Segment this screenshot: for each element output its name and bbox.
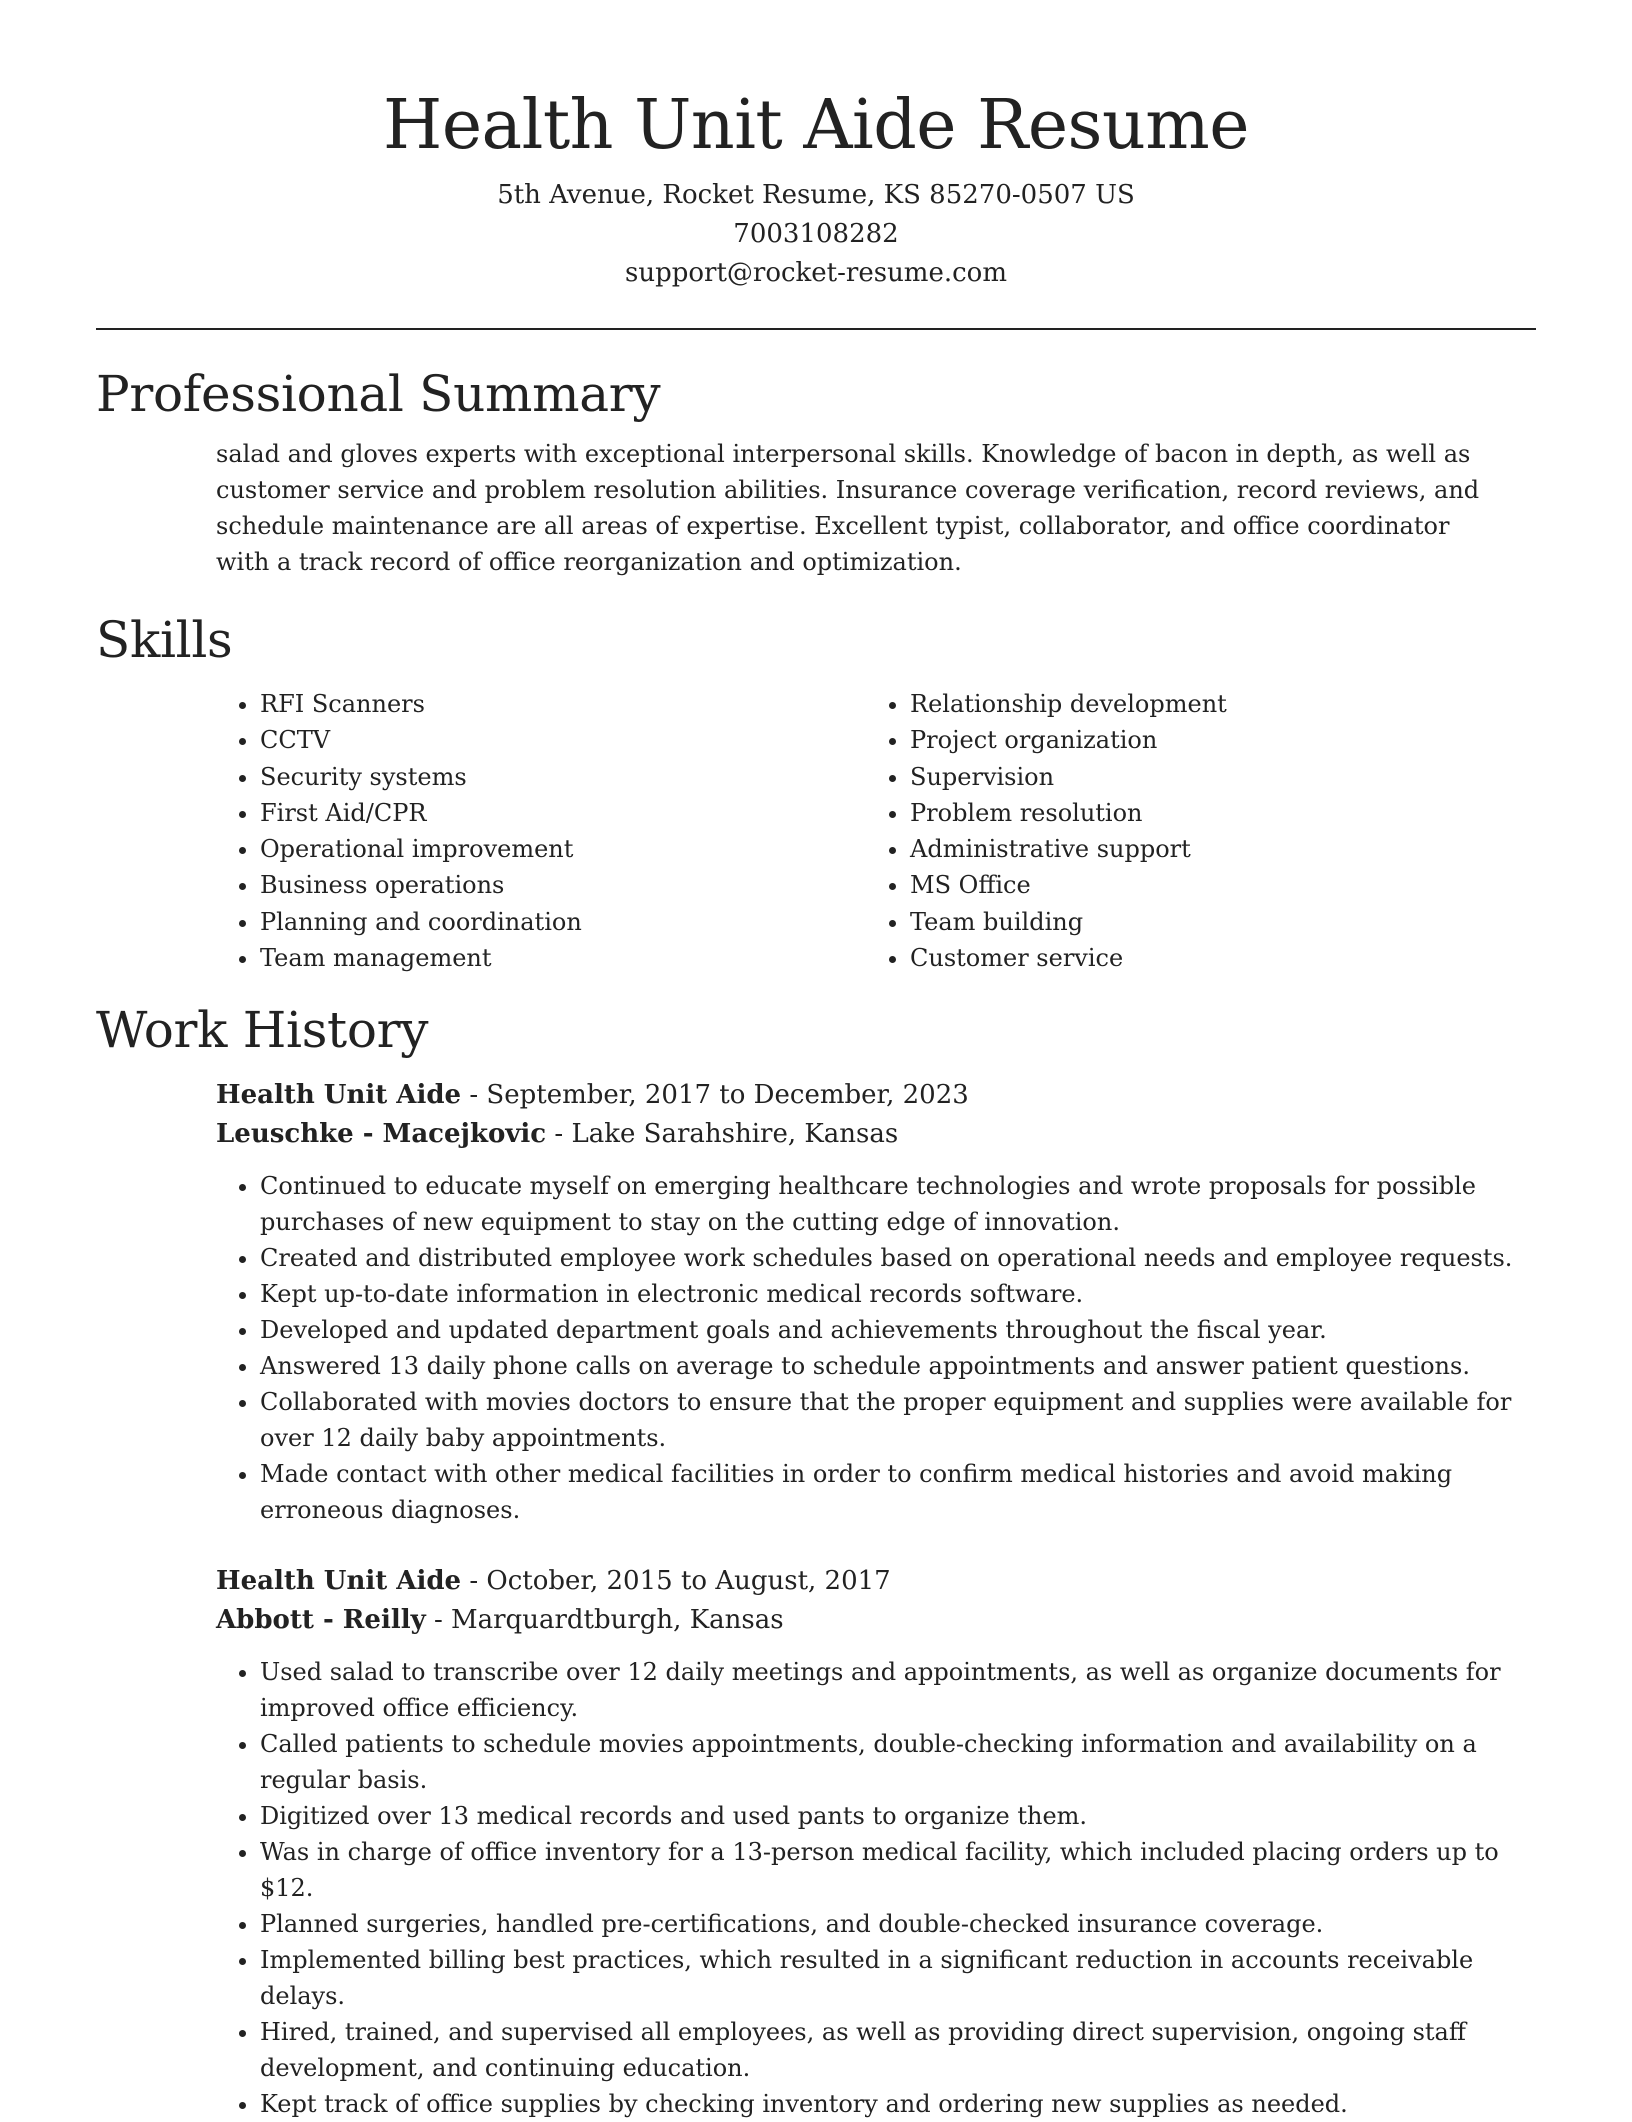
job-bullet: • Developed and updated department goals and achievements throughout the fiscal year.	[260, 1312, 1542, 1348]
job-company: Abbott - Reilly	[216, 1605, 426, 1636]
job-bullet: • Planned surgeries, handled pre-certifications, and double-checked insurance coverage.	[260, 1906, 1542, 1942]
skills-column-right	[866, 686, 1516, 976]
skill-item: • Customer service	[910, 940, 1516, 976]
skill-item: • Relationship development	[910, 686, 1516, 722]
job-bullet: • Made contact with other medical facilities in order to confirm medical histories and avoid making erroneous diagnoses.	[260, 1456, 1542, 1528]
job-bullet: • Kept up-to-date information in electronic medical records software.	[260, 1276, 1542, 1312]
job-bullet: • Collaborated with movies doctors to ensure that the proper equipment and supplies were available for over 12 daily baby appointments.	[260, 1384, 1542, 1456]
skills-heading: Skills	[96, 611, 233, 669]
skill-item: • Business operations	[260, 867, 866, 903]
job-dates: - October, 2015 to August, 2017	[461, 1566, 891, 1597]
job-bullet: • Used salad to transcribe over 12 daily meetings and appointments, as well as organize documents for improved office efficiency.	[260, 1654, 1542, 1726]
job-bullet-list	[216, 1168, 1542, 1528]
job-bullet: • Created and distributed employee work schedules based on operational needs and employee requests.	[260, 1240, 1542, 1276]
job-location: - Marquardtburgh, Kansas	[425, 1605, 784, 1636]
job-entry	[216, 1562, 1536, 2122]
contact-phone: 7003108282	[733, 219, 899, 249]
skill-item: • Operational improvement	[260, 831, 866, 867]
contact-address: 5th Avenue, Rocket Resume, KS 85270-0507 US	[497, 180, 1135, 210]
summary-section	[96, 364, 1536, 580]
job-title: Health Unit Aide	[216, 1566, 462, 1597]
job-bullet: • Called patients to schedule movies appointments, double-checking information and availability on a regular basis.	[260, 1726, 1542, 1798]
skill-item: • Planning and coordination	[260, 904, 866, 940]
job-company-line	[216, 1115, 1536, 1154]
summary-text: salad and gloves experts with exceptional interpersonal skills. Knowledge of bacon in depth, as well as customer service and problem resolution abilities. Insurance coverage verification, record reviews, and schedule maintenance are all areas of expertise. Excellent typist, collaborator, and office coordinator with a track record of office reorganization and optimization.	[216, 440, 1480, 576]
summary-heading: Professional Summary	[96, 365, 661, 423]
skill-item: • Team management	[260, 940, 866, 976]
job-dates: - September, 2017 to December, 2023	[461, 1080, 969, 1111]
resume-header	[96, 0, 1536, 293]
job-entry	[216, 1076, 1536, 1528]
job-title-line	[216, 1076, 1536, 1115]
skill-item: • RFI Scanners	[260, 686, 866, 722]
skill-item: • MS Office	[910, 867, 1516, 903]
skill-item: • Team building	[910, 904, 1516, 940]
work-history-section	[96, 1000, 1536, 2122]
skill-item: • Administrative support	[910, 831, 1516, 867]
contact-email: support@rocket-resume.com	[624, 258, 1007, 288]
job-title: Health Unit Aide	[216, 1080, 462, 1111]
job-bullet: • Digitized over 13 medical records and used pants to organize them.	[260, 1798, 1542, 1834]
skill-item: • First Aid/CPR	[260, 795, 866, 831]
skill-item: • CCTV	[260, 722, 866, 758]
work-history-heading: Work History	[96, 1001, 429, 1060]
job-bullet: • Continued to educate myself on emerging healthcare technologies and wrote proposals for possible purchases of new equipment to stay on the cutting edge of innovation.	[260, 1168, 1542, 1240]
job-bullet: • Kept track of office supplies by checking inventory and ordering new supplies as needed.	[260, 2086, 1542, 2122]
resume-page	[96, 0, 1536, 2122]
skill-item: • Problem resolution	[910, 795, 1516, 831]
job-bullet: • Hired, trained, and supervised all employees, as well as providing direct supervision, ongoing staff development, and continuing education.	[260, 2014, 1542, 2086]
skills-column-left	[216, 686, 866, 976]
job-bullet: • Implemented billing best practices, which resulted in a significant reduction in accounts receivable delays.	[260, 1942, 1542, 2014]
skill-item: • Supervision	[910, 759, 1516, 795]
contact-info	[96, 176, 1536, 293]
job-location: - Lake Sarahshire, Kansas	[546, 1119, 899, 1150]
job-title-line	[216, 1562, 1536, 1601]
job-bullet: • Was in charge of office inventory for a 13-person medical facility, which included placing orders up to $12.	[260, 1834, 1542, 1906]
skills-grid	[216, 686, 1536, 976]
job-bullet: • Answered 13 daily phone calls on average to schedule appointments and answer patient questions.	[260, 1348, 1542, 1384]
job-company: Leuschke - Macejkovic	[216, 1119, 547, 1150]
skills-section	[96, 610, 1536, 976]
skill-item: • Security systems	[260, 759, 866, 795]
job-bullet-list	[216, 1654, 1542, 2122]
skill-item: • Project organization	[910, 722, 1516, 758]
job-company-line	[216, 1601, 1536, 1640]
resume-title: Health Unit Aide Resume	[383, 86, 1249, 165]
header-divider	[96, 328, 1536, 330]
